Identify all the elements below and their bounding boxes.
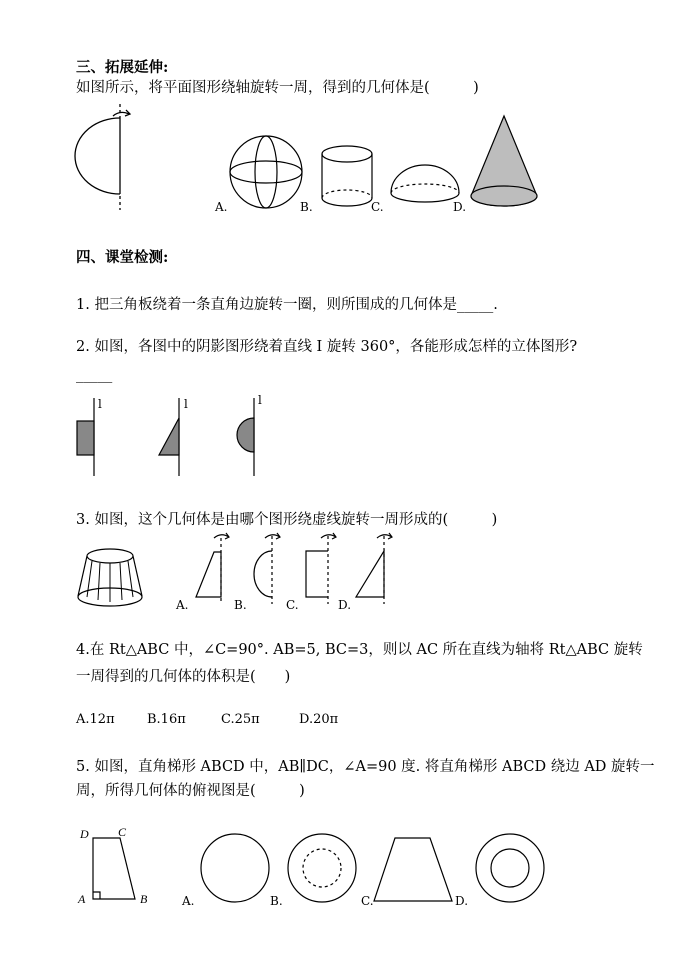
q5-option-a-circle (201, 834, 269, 902)
q3-option-a: A. (176, 598, 189, 612)
half-disk-figure (75, 104, 130, 210)
q3-option-c-shape (306, 533, 336, 604)
q3-text: 3. 如图，这个几何体是由哪个图形绕虚线旋转一周形成的( ) (76, 512, 498, 528)
q2-axis-label-1: l (98, 397, 102, 411)
q4-option-b: B.16π (147, 712, 186, 727)
q5-point-c: C (118, 825, 127, 839)
cylinder-figure (322, 146, 372, 206)
q2-semicircle-figure (237, 398, 254, 476)
q3-option-b-shape (254, 533, 280, 604)
hemisphere-figure (391, 165, 459, 202)
section3-question: 如图所示，将平面图形绕轴旋转一周，得到的几何体是( ) (76, 80, 479, 96)
q5-line2: 周，所得几何体的俯视图是( ) (76, 783, 305, 799)
q4-option-c: C.25π (221, 712, 260, 727)
q2-triangle-figure (159, 398, 179, 476)
q5-option-d-ring (476, 834, 544, 902)
q2-axis-label-3: l (258, 393, 262, 407)
q5-option-d: D. (455, 894, 469, 908)
q3-option-d-shape (356, 533, 392, 604)
s3-option-c: C. (371, 200, 384, 214)
sphere-figure (230, 136, 302, 208)
q5-point-a: A (78, 892, 86, 906)
q4-option-d: D.20π (299, 712, 339, 727)
q5-option-c-trapezoid (374, 838, 452, 901)
q2-blank: _____ (76, 367, 113, 383)
q3-option-c: C. (286, 598, 299, 612)
q5-point-d: D (80, 827, 89, 841)
q5-trapezoid-figure (93, 838, 135, 899)
q3-option-b: B. (234, 598, 247, 612)
q4-line1: 4.在 Rt△ABC 中，∠C=90°. AB=5, BC=3，则以 AC 所在直线为轴将 Rt△ABC 旋转 (76, 642, 643, 658)
q1-text: 1. 把三角板绕着一条直角边旋转一圈，则所围成的几何体是_____. (76, 297, 498, 313)
q5-line1: 5. 如图，直角梯形 ABCD 中，AB∥DC，∠A=90 度. 将直角梯形 ABCD 绕边 AD 旋转一 (76, 759, 655, 775)
s3-option-b: B. (300, 200, 313, 214)
q3-option-a-shape (196, 533, 229, 602)
cone-figure (471, 116, 537, 206)
q2-axis-label-2: l (184, 397, 188, 411)
s3-option-d: D. (453, 200, 467, 214)
q3-frustum-figure (78, 549, 142, 606)
q5-option-a: A. (182, 894, 195, 908)
section4-heading: 四、课堂检测: (76, 249, 169, 266)
q5-option-c: C. (361, 894, 374, 908)
q2-text: 2. 如图，各图中的阴影图形绕着直线 I 旋转 360°，各能形成怎样的立体图形? (76, 339, 578, 355)
s3-option-a: A. (215, 200, 228, 214)
q5-point-b: B (140, 892, 148, 906)
q2-rectangle-figure (77, 398, 94, 476)
section3-heading: 三、拓展延伸: (76, 59, 169, 76)
q5-option-b: B. (270, 894, 283, 908)
q4-line2: 一周得到的几何体的体积是( ) (76, 669, 291, 685)
q5-option-b-circles (288, 834, 356, 902)
q3-option-d: D. (338, 598, 352, 612)
q4-option-a: A.12π (76, 712, 115, 727)
